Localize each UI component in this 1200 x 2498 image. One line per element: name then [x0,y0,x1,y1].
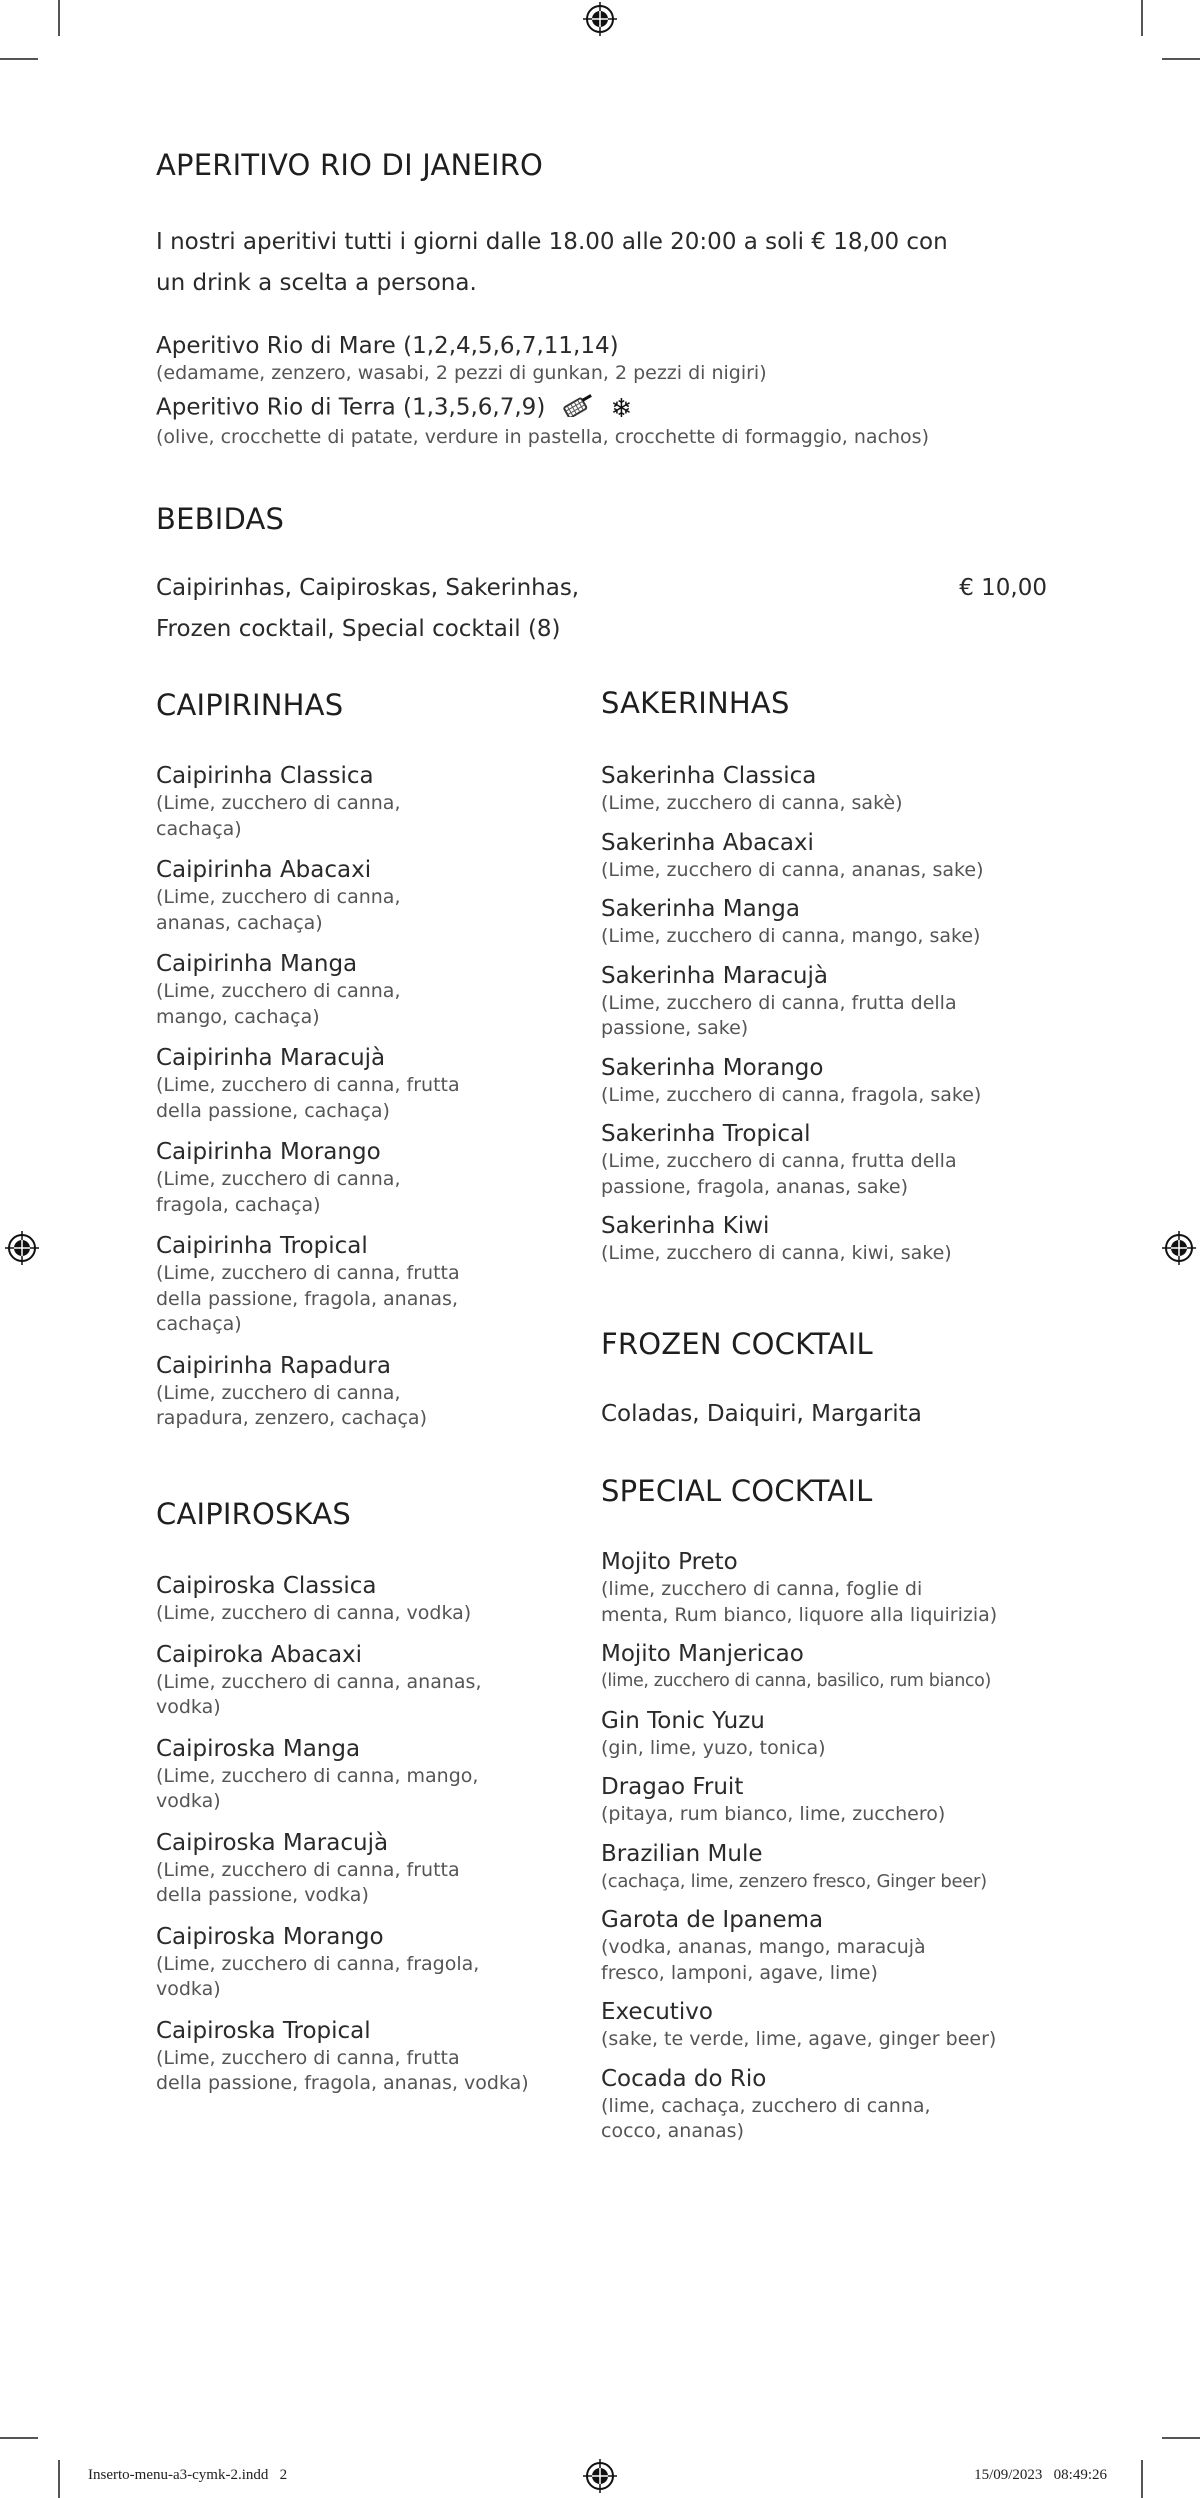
aperitivo-list [156,331,1056,450]
item-name: Caipirinha Classica [156,763,374,789]
menu-item [156,391,1056,451]
menu-item [156,1043,576,1124]
crop-mark [58,0,60,36]
item-description: (Lime, zucchero di canna, mango, vodka) [156,1764,479,1812]
item-name: Mojito Preto [601,1549,738,1575]
item-name: Caipiroka Abacaxi [156,1641,363,1668]
bebidas-title: BEBIDAS [156,502,285,536]
menu-item [156,1734,576,1815]
item-name: Caipirinha Tropical [156,1233,368,1259]
special-list [601,1547,1071,2156]
item-description: (Lime, zucchero di canna, frutta della passione, fragola, ananas, sake) [601,1150,957,1198]
item-name: Caipirinha Abacaxi [156,857,372,883]
item-description: (Lime, zucchero di canna, frutta della passione, fragola, ananas, vodka) [156,2046,529,2094]
slug-filename: Inserto-menu-a3-cymk-2.indd 2 [88,2467,288,2483]
item-description: (Lime, zucchero di canna, frutta della passione, cachaça) [156,1074,460,1122]
item-description: (Lime, zucchero di canna, fragola, vodka) [156,1952,480,2000]
registration-mark-icon [5,1231,39,1265]
fryer-basket-icon [563,391,597,417]
item-description: (cachaça, lime, zenzero fresco, Ginger beer) [601,1870,987,1892]
item-name: Sakerinha Morango [601,1054,824,1081]
menu-item [156,949,576,1030]
crop-mark [1141,2460,1143,2498]
item-description: (gin, lime, yuzo, tonica) [601,1736,826,1759]
item-description: (Lime, zucchero di canna, fragola, sake) [601,1083,982,1106]
crop-mark [58,2460,60,2498]
menu-item [156,1828,576,1909]
item-name: Caipirinha Morango [156,1139,381,1165]
crop-mark [1141,0,1143,36]
bebidas-text: Caipirinhas, Caipiroskas, Sakerinhas, Frozen cocktail, Special cocktail (8) [156,575,580,642]
menu-item [156,1640,576,1721]
item-description: (sake, te verde, lime, agave, ginger beer) [601,2028,997,2050]
caipiroskas-title: CAIPIROSKAS [156,1497,352,1531]
item-name: Sakerinha Maracujà [601,962,828,989]
sakerinhas-title: SAKERINHAS [601,686,790,720]
bebidas-price: € 10,00 [959,575,1047,601]
item-description: (lime, zucchero di canna, basilico, rum bianco) [601,1671,991,1691]
item-description: (olive, crocchette di patate, verdure in pastella, crocchette di formaggio, nachos) [156,425,929,448]
item-description: (lime, zucchero di canna, foglie di menta, Rum bianco, liquore alla liquirizia) [601,1578,998,1626]
item-name: Caipiroska Morango [156,1923,384,1950]
snowflake-frozen-icon: ❄ [610,393,633,424]
item-name: Sakerinha Tropical [601,1121,811,1147]
menu-item [601,828,1061,884]
caipiroskas-list [156,1571,576,2110]
item-name: Sakerinha Abacaxi [601,829,814,856]
item-icons [563,391,632,425]
item-name: Aperitivo Rio di Mare (1,2,4,5,6,7,11,14) [156,333,619,359]
item-description: (Lime, zucchero di canna, sakè) [601,792,903,814]
menu-item [156,855,576,936]
menu-item [156,331,1056,387]
item-name: Cocada do Rio [601,2065,767,2092]
item-description: (Lime, zucchero di canna, frutta della passione, sake) [601,991,957,1039]
item-name: Caipiroska Tropical [156,2017,371,2044]
registration-mark-icon [583,2,617,36]
item-description: (Lime, zucchero di canna, frutta della passione, vodka) [156,1858,460,1906]
menu-item [601,1639,1071,1695]
menu-item [601,894,1061,950]
item-name: Sakerinha Manga [601,896,800,922]
registration-mark-icon [1162,1231,1196,1265]
menu-item [156,1922,576,2003]
menu-item [156,1137,576,1218]
item-name: Mojito Manjericao [601,1641,804,1667]
registration-mark-icon [583,2459,617,2493]
item-description: (edamame, zenzero, wasabi, 2 pezzi di gunkan, 2 pezzi di nigiri) [156,362,767,384]
frozen-text: Coladas, Daiquiri, Margarita [601,1401,922,1427]
crop-mark [0,58,38,60]
item-name: Dragao Fruit [601,1774,744,1800]
item-description: (Lime, zucchero di canna, ananas, cachaça) [156,886,401,934]
sakerinhas-list [601,761,1061,1278]
crop-mark [1162,2437,1200,2439]
item-name: Caipirinha Maracujà [156,1045,386,1071]
menu-item [601,1053,1061,1109]
item-description: (Lime, zucchero di canna, fragola, cachaça) [156,1168,401,1216]
menu-item [601,1905,1071,1986]
menu-item [601,1997,1071,2053]
caipirinhas-list [156,761,576,1445]
menu-item [156,1231,576,1338]
item-description: (Lime, zucchero di canna, cachaça) [156,792,401,840]
menu-item [156,1571,576,1627]
item-description: (vodka, ananas, mango, maracujà fresco, lamponi, agave, lime) [601,1936,926,1984]
menu-item [601,1119,1061,1200]
crop-mark [1162,58,1200,60]
frozen-title: FROZEN COCKTAIL [601,1327,873,1361]
aperitivo-intro: I nostri aperitivi tutti i giorni dalle 18.00 alle 20:00 a soli € 18,00 con un drink a scelta a persona. [156,229,948,296]
item-description: (Lime, zucchero di canna, vodka) [156,1602,472,1624]
item-description: (Lime, zucchero di canna, frutta della passione, fragola, ananas, cachaça) [156,1262,460,1335]
item-name: Aperitivo Rio di Terra (1,3,5,6,7,9) [156,394,546,420]
item-name: Caipiroska Maracujà [156,1829,389,1856]
slug-datetime: 15/09/2023 08:49:26 [974,2467,1107,2483]
item-name-row [156,391,1056,425]
special-title: SPECIAL COCKTAIL [601,1474,873,1508]
menu-item [156,2016,576,2097]
menu-item [156,1351,576,1432]
item-name: Brazilian Mule [601,1840,763,1867]
caipirinhas-title: CAIPIRINHAS [156,688,344,722]
item-description: (Lime, zucchero di canna, mango, sake) [601,925,981,947]
item-name: Caipiroska Classica [156,1573,377,1599]
aperitivo-title: APERITIVO RIO DI JANEIRO [156,148,544,182]
crop-mark [0,2437,38,2439]
menu-item [601,961,1061,1042]
item-name: Sakerinha Classica [601,763,817,789]
item-description: (Lime, zucchero di canna, mango, cachaça) [156,980,401,1028]
item-description: (Lime, zucchero di canna, ananas, sake) [601,858,984,881]
item-name: Executivo [601,1999,713,2025]
menu-item [601,2064,1071,2145]
item-name: Garota de Ipanema [601,1907,824,1933]
menu-item [601,1839,1071,1895]
item-name: Caipiroska Manga [156,1735,361,1762]
item-description: (Lime, zucchero di canna, rapadura, zenzero, cachaça) [156,1381,427,1429]
menu-item [601,1706,1071,1762]
menu-item [601,1772,1071,1828]
item-description: (Lime, zucchero di canna, ananas, vodka) [156,1670,482,1718]
menu-item [156,761,576,842]
menu-item [601,761,1061,817]
menu-item [601,1211,1061,1267]
item-description: (Lime, zucchero di canna, kiwi, sake) [601,1242,952,1264]
item-description: (lime, cachaça, zucchero di canna, cocco, ananas) [601,2094,931,2142]
item-name: Gin Tonic Yuzu [601,1707,765,1734]
item-description: (pitaya, rum bianco, lime, zucchero) [601,1803,946,1825]
menu-item [601,1547,1071,1628]
item-name: Caipirinha Manga [156,951,358,977]
item-name: Sakerinha Kiwi [601,1213,770,1239]
item-name: Caipirinha Rapadura [156,1352,391,1379]
